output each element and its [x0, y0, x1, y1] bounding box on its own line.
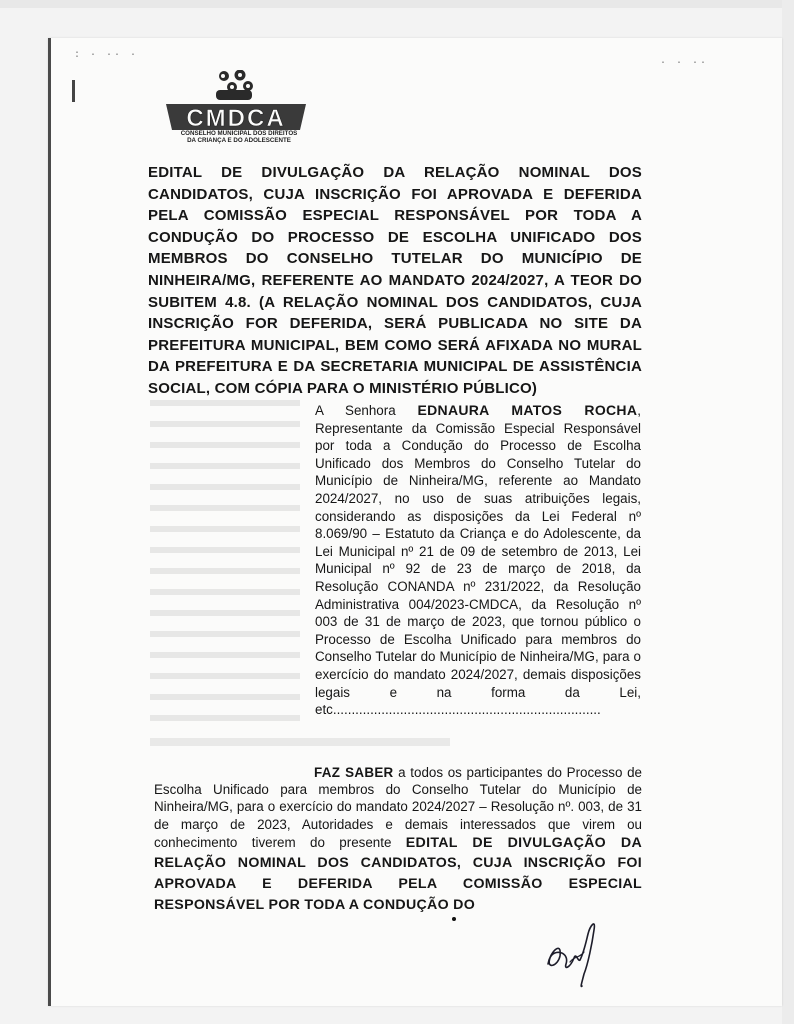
bleed-through-text — [150, 400, 300, 730]
faz-saber-lead: FAZ SABER — [314, 765, 394, 780]
scan-top-margin — [0, 0, 794, 8]
scan-right-margin — [782, 0, 794, 1024]
edital-title: EDITAL DE DIVULGAÇÃO DA RELAÇÃO NOMINAL DOS CANDIDATOS, CUJA INSCRIÇÃO FOI APROVADA E DEFERIDA PELA COMISSÃO ESPECIAL RESPONSÁVEL POR TODA A CONDUÇÃO DO PROCESSO DE ESCOLHA UNIFICADO DOS MEMBROS DO CONSELHO TUTELAR DO MUNICÍPIO DE NINHEIRA/MG, REFERENTE AO MANDATO 2024/2027, A TEOR DO SUBITEM 4.8. (A RELAÇÃO NOMINAL DOS CANDIDATOS, CUJA INSCRIÇÃO FOR DEFERIDA, SERÁ PUBLICADA NO SITE DA PREFEITURA MUNICIPAL, BEM COMO SERÁ AFIXADA NO MURAL DA PREFEITURA E DA SECRETARIA MUNICIPAL DE ASSISTÊNCIA SOCIAL, COM CÓPIA PARA O MINISTÉRIO PÚBLICO) — [148, 164, 642, 397]
scan-mark — [72, 80, 75, 102]
intro-paragraph — [315, 402, 641, 719]
cmdca-logo — [162, 70, 312, 150]
page-left-edge — [48, 38, 51, 1006]
bleed-through-line — [150, 738, 450, 746]
cmdca-logo-graphic — [162, 70, 312, 132]
cmdca-logo-tagline — [166, 130, 312, 144]
logo-tagline-line1: CONSELHO MUNICIPAL DOS DIREITOS — [180, 130, 298, 137]
faz-saber-body: a todos os participantes do Processo de Escolha Unificado para membros do Conselho Tutelar do Município de Ninheira/MG, para o exercício do mandato 2024/2027 – Resolução nº. 003, de 31 de março de 2023, Autoridades e demais interessados que virem ou conhecimento tiverem do presente — [154, 765, 643, 850]
logo-tagline-line2: DA CRIANÇA E DO ADOLESCENTE — [187, 137, 291, 144]
intro-body: , Representante da Comissão Especial Responsável por toda a Condução do Processo de Escolha Unificado dos Membros do Conselho Tutelar do Município de Ninheira/MG, referente ao Mandato 2024/2027, no uso de suas atribuições legais, considerando as disposições da Lei Federal nº 8.069/90 – Estatuto da Criança e do Adolescente, da Lei Municipal nº 21 de 09 de setembro de 2013, Lei Municipal nº 92 de 23 de março de 2018, da Resolução CONANDA nº 231/2022, da Resolução Administrativa 004/2023-CMDCA, da Resolução nº 003 de 31 de março de 2023, que tornou público o Processo de Escolha Unificado para membros do Conselho Tutelar do Município de Ninheira/MG, para o exercício do mandato 2024/2027, demais disposições legais e na forma da Lei, etc........................................................................ — [315, 403, 641, 718]
handwritten-signature — [540, 912, 612, 992]
ink-dot — [452, 917, 456, 921]
intro-lead: A Senhora — [315, 403, 418, 418]
representative-name: EDNAURA MATOS ROCHA — [417, 402, 638, 418]
faz-saber-text — [154, 764, 642, 915]
faz-saber-paragraph — [154, 764, 642, 915]
scan-specks: · · ·· — [660, 58, 709, 69]
cmdca-logo-acronym: CMDCA — [186, 105, 286, 132]
faz-saber-tail: EDITAL DE DIVULGAÇÃO DA RELAÇÃO NOMINAL DOS CANDIDATOS, CUJA INSCRIÇÃO FOI APROVADA E DEFERIDA PELA COMISSÃO ESPECIAL RESPONSÁVEL POR TODA A CONDUÇÃO DO — [154, 834, 642, 913]
scan-specks: : · ·· · — [74, 50, 139, 61]
